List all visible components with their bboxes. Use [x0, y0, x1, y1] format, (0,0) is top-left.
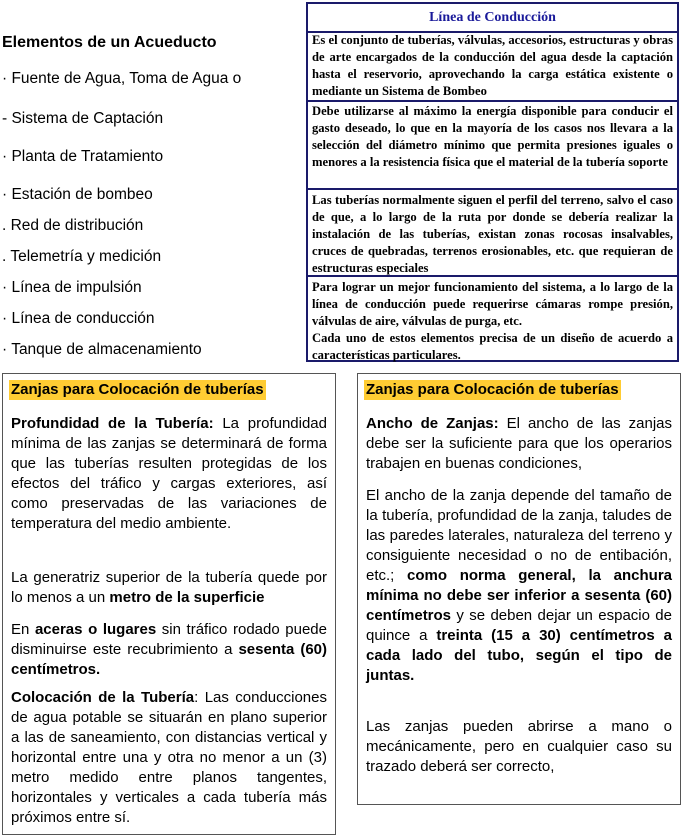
paragraph: La generatriz superior de la tubería quede por lo menos a un metro de la superficie — [11, 569, 327, 606]
table-cell — [308, 190, 677, 277]
paragraph: Las zanjas pueden abrirse a mano o mecánicamente, pero en cualquier caso su trazado deberá ser correcto, — [366, 718, 672, 775]
cell-text: Debe utilizarse al máximo la energía disponible para conducir el gasto deseado, lo que en la mayoría de los casos nos llevara a la selección del diámetro mínimo que permita presiones iguales o menores a la resistencia física que el material de la tubería soporte — [312, 104, 673, 169]
list-item: · Fuente de Agua, Toma de Agua o — [2, 70, 242, 87]
table-cell — [308, 31, 677, 102]
list-item: . Telemetría y medición — [2, 248, 162, 265]
cell-text: Cada uno de estos elementos precisa de un diseño de acuerdo a características particulares. — [312, 331, 673, 362]
acueducto-title: Elementos de un Acueducto — [2, 34, 217, 51]
list-item: · Tanque de almacenamiento — [2, 341, 202, 358]
list-item: · Línea de impulsión — [2, 279, 142, 296]
box-title: Zanjas para Colocación de tuberías — [366, 381, 619, 398]
zanjas-ancho-box — [357, 373, 681, 805]
cell-text: Para lograr un mejor funcionamiento del sistema, a lo largo de la línea de conducción puede requerirse cámaras rompe presión, válvulas de aire, válvulas de purga, etc. — [312, 280, 673, 328]
list-item: · Estación de bombeo — [2, 186, 153, 203]
list-item: · Línea de conducción — [2, 310, 155, 327]
paragraph: En aceras o lugares sin tráfico rodado puede disminuirse este recubrimiento a sesenta (60) centímetros. — [11, 621, 328, 678]
list-item: . Red de distribución — [2, 217, 144, 234]
paragraph: El ancho de la zanja depende del tamaño de la tubería, profundidad de la zanja, taludes de las paredes laterales, naturaleza del terreno y consiguiente necesidad o no de entibación, etc.; como norma general, la anchura mínima no debe ser inferior a sesenta (60) centímetros y se deben dejar un espacio de quince a treinta (15 a 30) centímetros a cada lado del tubo, según el tipo de juntas. — [366, 487, 672, 684]
cell-text: Es el conjunto de tuberías, válvulas, accesorios, estructuras y obras de arte encargados de la conducción del agua desde la captación hasta el reservorio, aprovechando la carga estática existente o mediante un Sistema de Bombeo — [312, 33, 673, 98]
zanjas-profundidad-box — [2, 373, 336, 835]
linea-conduccion-title: Línea de Conducción — [308, 4, 677, 33]
paragraph: Ancho de Zanjas: El ancho de las zanjas debe ser la suficiente para que los operarios trabajen en buenas condiciones, — [366, 415, 672, 472]
list-item: - Sistema de Captación — [2, 110, 164, 127]
table-cell — [308, 102, 677, 190]
table-cell — [308, 277, 677, 361]
cell-text: Las tuberías normalmente siguen el perfil del terreno, salvo el caso de que, a lo largo de la ruta por donde se debería realizar la instalación de las tuberías, existan zonas rocosas insalvables, cruces de quebradas, terrenos erosionables, etc. que requieran de estructuras especiales — [312, 193, 673, 275]
paragraph: Profundidad de la Tubería: La profundidad mínima de las zanjas se determinará de forma que las tuberías resulten protegidas de los efectos del tráfico y cargas exteriores, así como preservadas de las variaciones de temperatura del medio ambiente. — [11, 415, 327, 532]
box-title: Zanjas para Colocación de tuberías — [11, 381, 264, 398]
list-item: · Planta de Tratamiento — [2, 148, 164, 165]
linea-conduccion-table — [306, 2, 679, 362]
paragraph: Colocación de la Tubería: Las conducciones de agua potable se situarán en plano superior a las de saneamiento, con distancias vertical y horizontal entre una y otra no menor a un (3) metro medido entre planos tangentes, horizontales y verticales a cada tubería más próximos entre sí. — [11, 689, 327, 826]
